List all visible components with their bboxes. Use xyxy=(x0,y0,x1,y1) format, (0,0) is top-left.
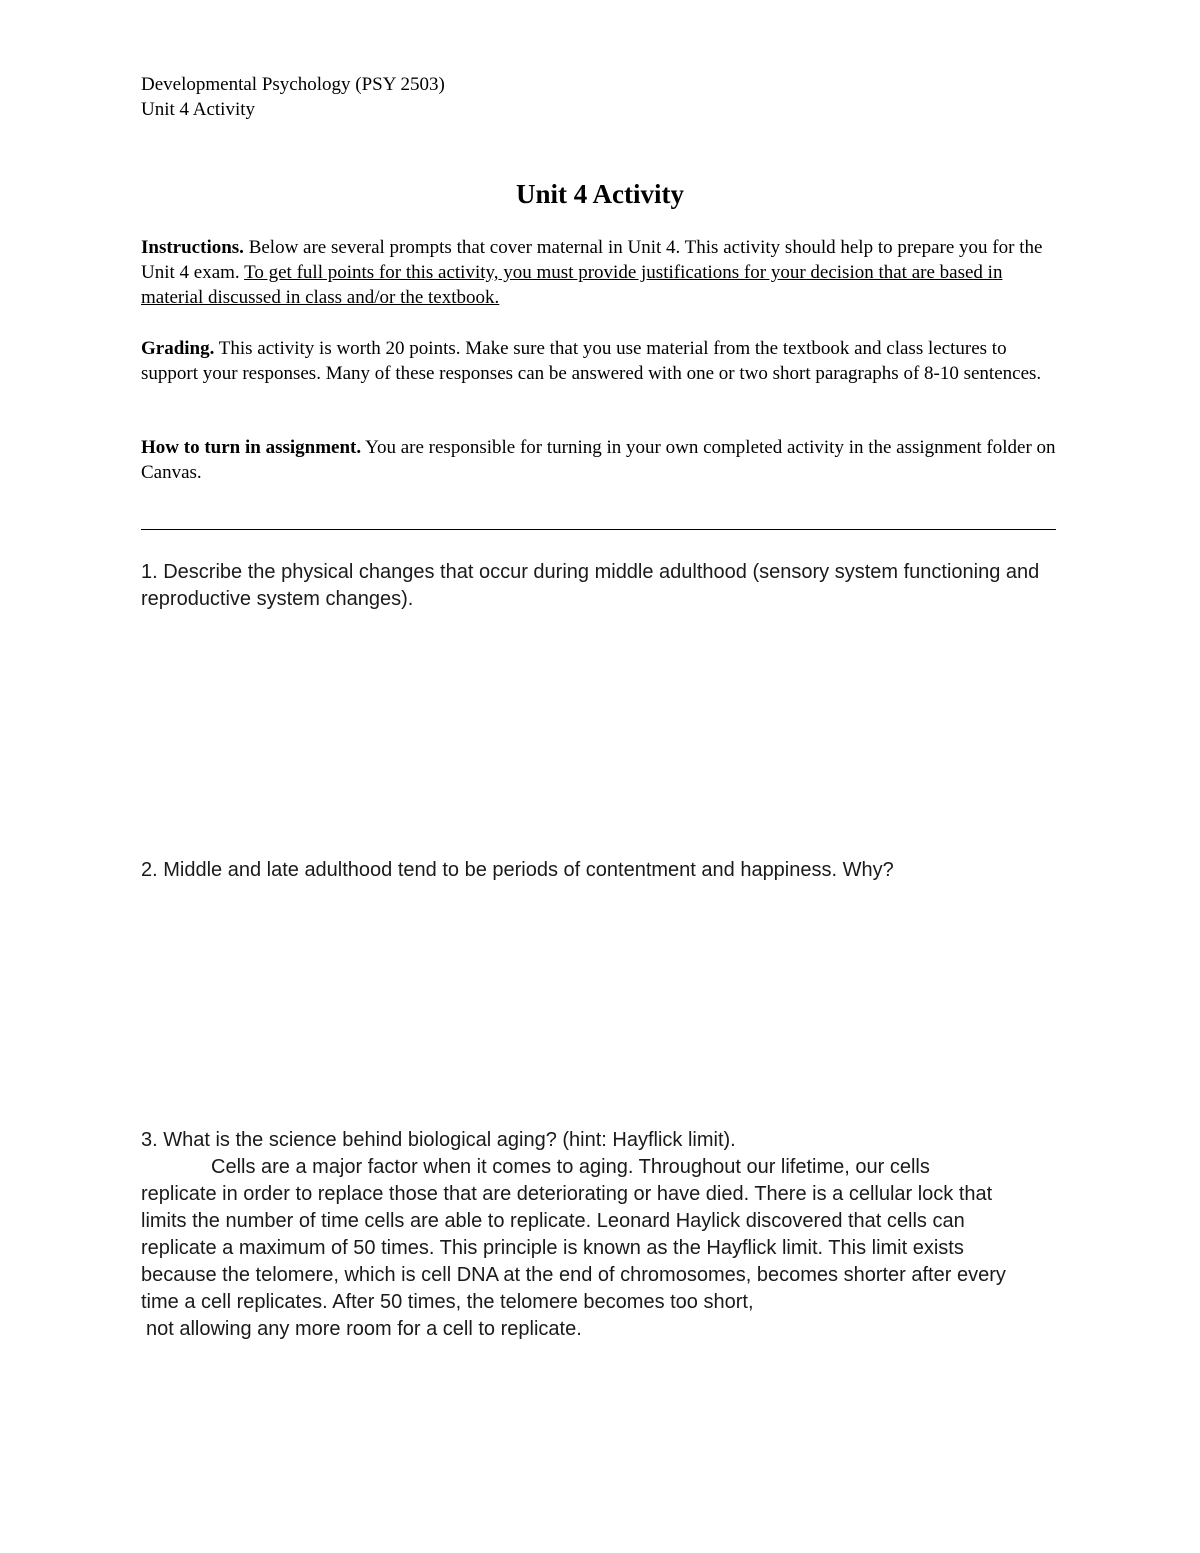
question-3: 3. What is the science behind biological aging? (hint: Hayflick limit). xyxy=(141,1129,736,1151)
section-divider xyxy=(141,529,1056,530)
answer-3-line: not allowing any more room for a cell to replicate. xyxy=(146,1318,582,1340)
grading-text: This activity is worth 20 points. Make sure that you use material from the textbook and class lectures to support your responses. Many of these responses can be answered with one or two short paragraphs of 8-10 sentences. xyxy=(141,338,1042,384)
instructions-underlined-text: To get full points for this activity, you must provide justifications for your decision that are based in material discussed in class and/or the textbook. xyxy=(141,262,1003,308)
question-1: 1. Describe the physical changes that occur during middle adulthood (sensory system functioning and reproductive system changes). xyxy=(141,561,1040,610)
answer-3-line: replicate in order to replace those that are deteriorating or have died. There is a cellular lock that xyxy=(141,1183,993,1205)
answer-3-line: time a cell replicates. After 50 times, the telomere becomes too short, xyxy=(141,1291,754,1313)
answer-3-line: Cells are a major factor when it comes to aging. Throughout our lifetime, our cells xyxy=(211,1156,930,1178)
turn-in-paragraph xyxy=(141,435,1061,485)
instructions-text: Below are several prompts that cover maternal in Unit 4. This activity should help to prepare you for the Unit 4 exam. xyxy=(141,237,1043,283)
answer-3-line: because the telomere, which is cell DNA at the end of chromosomes, becomes shorter after every xyxy=(141,1264,1006,1286)
answer-3-line: replicate a maximum of 50 times. This principle is known as the Hayflick limit. This limit exists xyxy=(141,1237,964,1259)
turn-in-label: How to turn in assignment. xyxy=(141,437,362,458)
grading-paragraph xyxy=(141,336,1061,386)
page-title: Unit 4 Activity xyxy=(516,179,684,209)
course-header: Developmental Psychology (PSY 2503) xyxy=(141,74,445,95)
instructions-paragraph xyxy=(141,235,1061,310)
instructions-label: Instructions. xyxy=(141,237,244,258)
answer-3-line: limits the number of time cells are able to replicate. Leonard Haylick discovered that cells can xyxy=(141,1210,965,1232)
unit-subheader: Unit 4 Activity xyxy=(141,99,255,120)
turn-in-text: You are responsible for turning in your own completed activity in the assignment folder on Canvas. xyxy=(141,437,1056,483)
answer-3 xyxy=(141,1154,1071,1343)
grading-label: Grading. xyxy=(141,338,215,359)
question-2: 2. Middle and late adulthood tend to be periods of contentment and happiness. Why? xyxy=(141,859,894,881)
